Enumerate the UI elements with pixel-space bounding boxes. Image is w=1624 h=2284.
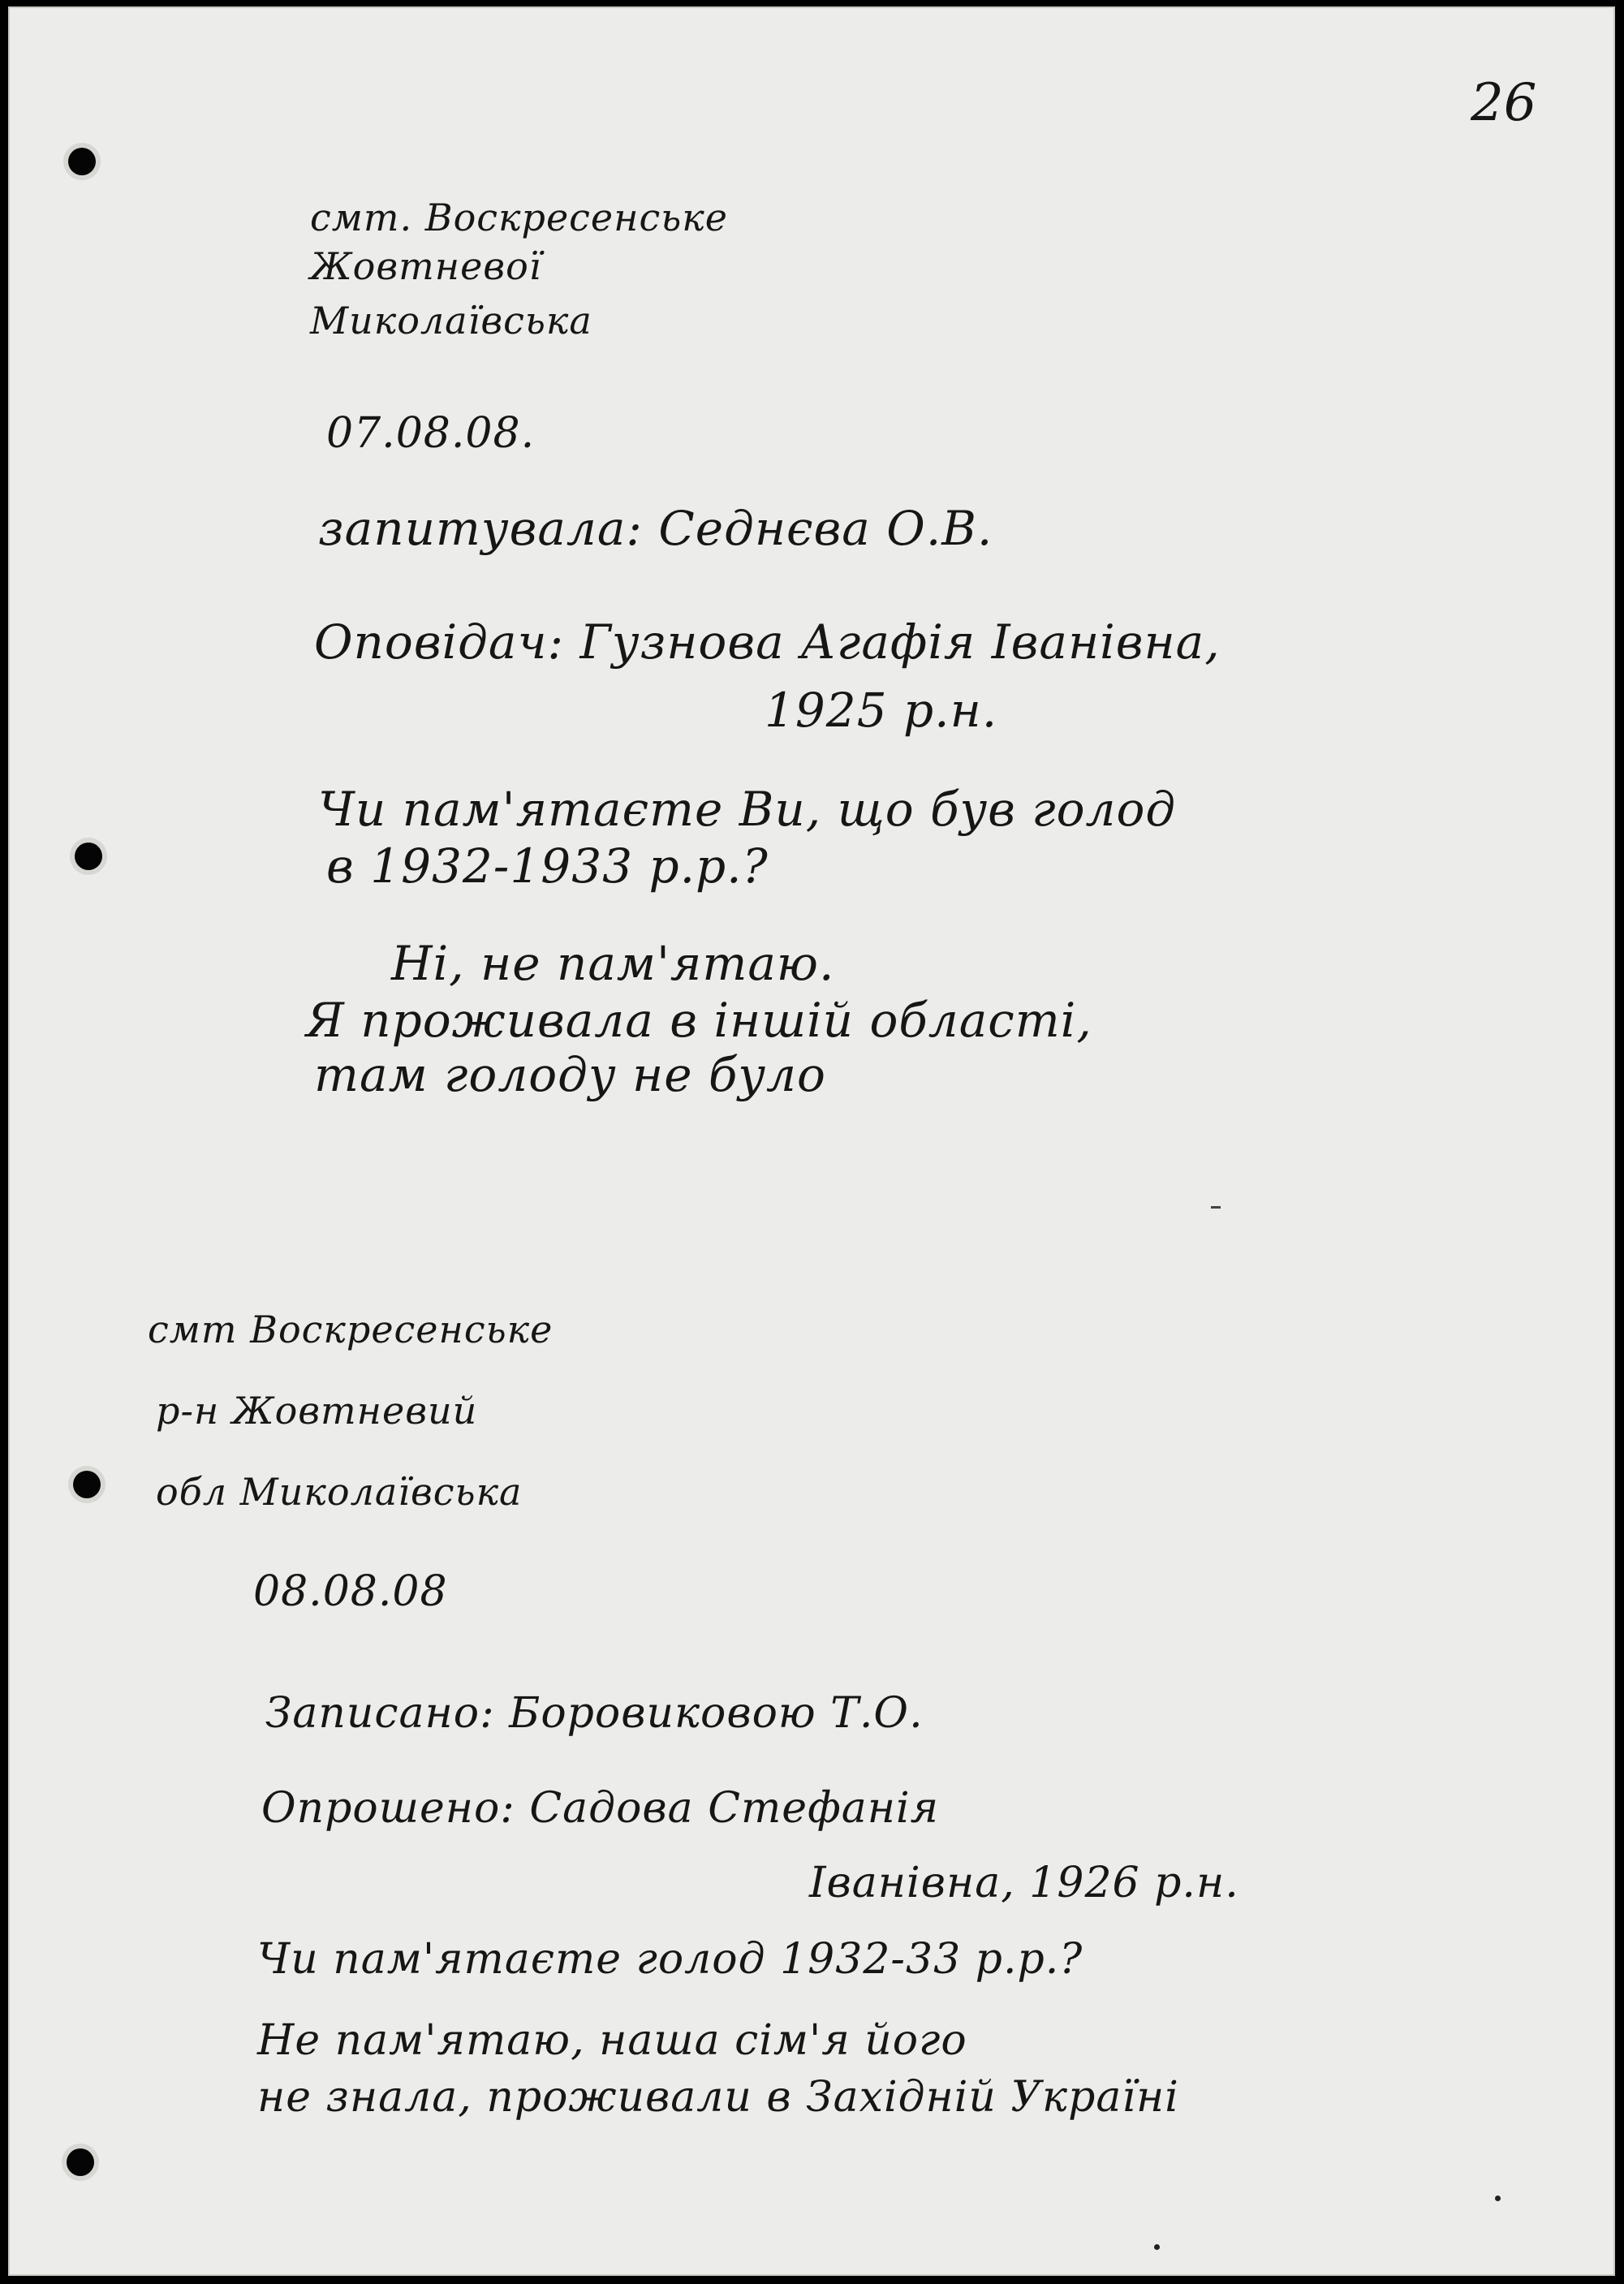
record2-date: 08.08.08	[253, 1567, 448, 1616]
record1-answer-line2: Я проживала в іншій області,	[306, 993, 1092, 1048]
binder-hole-4	[67, 2148, 94, 2176]
page-number: 26	[1471, 73, 1537, 133]
record1-interviewer: запитувала: Седнєва О.В.	[318, 501, 993, 556]
record2-settlement: смт Воскресенське	[148, 1308, 554, 1351]
record1-question-line2: в 1932-1933 р.р.?	[326, 838, 769, 894]
record2-interviewee-patronymic: Іванівна, 1926 р.н.	[809, 1859, 1239, 1907]
record1-narrator-birth: 1925 р.н.	[765, 683, 998, 738]
record1-settlement: смт. Воскресенське	[310, 196, 728, 239]
record1-answer-line1: Ні, не пам'ятаю.	[391, 936, 835, 991]
record1-narrator: Оповідач: Гузнова Агафія Іванівна,	[314, 614, 1221, 670]
record2-answer-line2: не знала, проживали в Західній Україні	[257, 2073, 1179, 2122]
document-page	[8, 6, 1615, 2276]
record1-district: Жовтневої	[310, 244, 542, 288]
record2-question: Чи пам'ятаєте голод 1932-33 р.р.?	[257, 1935, 1083, 1984]
record2-recorded-by: Записано: Боровиковою Т.О.	[265, 1689, 924, 1738]
record1-region: Миколаївська	[310, 299, 592, 343]
record1-answer-line3: там голоду не було	[314, 1047, 826, 1102]
binder-hole-1	[68, 148, 96, 175]
record2-district: р-н Жовтневий	[156, 1389, 478, 1433]
record2-interviewee: Опрошено: Садова Стефанія	[261, 1784, 940, 1833]
stray-mark	[1211, 1206, 1221, 1209]
ink-speck	[1495, 2196, 1501, 2201]
binder-hole-3	[73, 1471, 101, 1498]
record1-date: 07.08.08.	[326, 409, 536, 458]
record1-question-line1: Чи пам'ятаєте Ви, що був голод	[318, 782, 1177, 837]
record2-answer-line1: Не пам'ятаю, наша сім'я його	[257, 2016, 967, 2065]
binder-hole-2	[75, 842, 102, 870]
record2-region: обл Миколаївська	[156, 1470, 523, 1514]
ink-speck	[1154, 2244, 1160, 2250]
